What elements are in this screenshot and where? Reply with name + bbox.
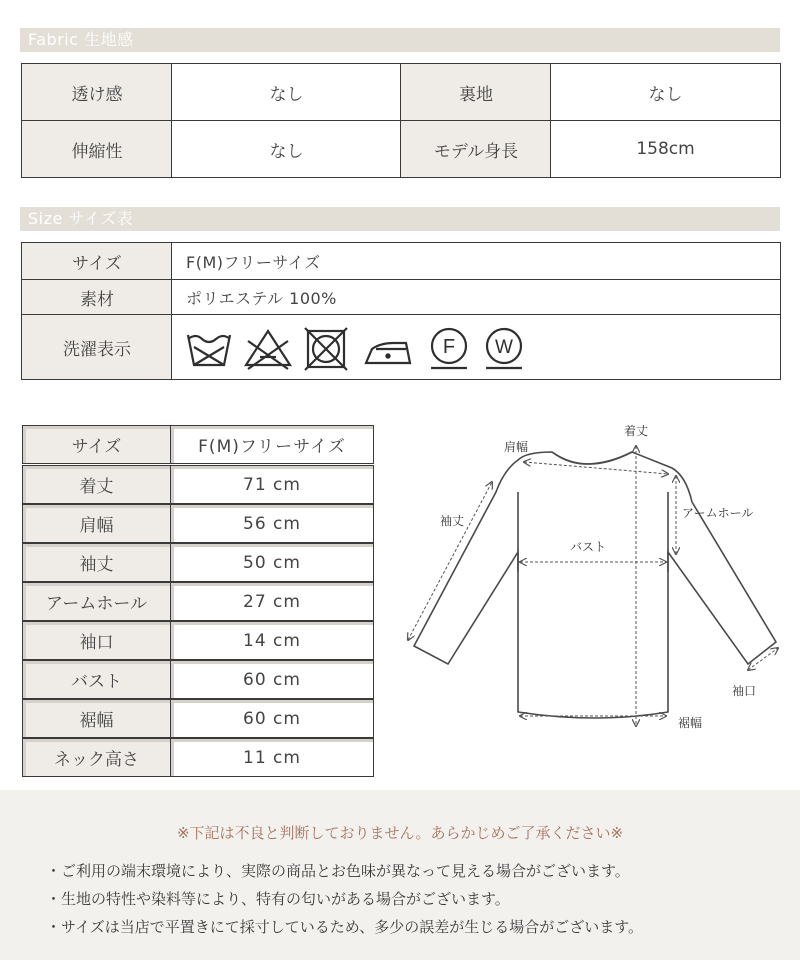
size-value: 50 cm xyxy=(170,543,374,582)
fabric-value-sheerness: なし xyxy=(269,84,304,105)
fabric-label-stretch: 伸縮性 xyxy=(22,121,172,177)
table-row xyxy=(22,621,374,660)
table-row xyxy=(22,660,374,699)
info-value-material: ポリエステル 100% xyxy=(186,288,337,308)
fabric-table xyxy=(21,63,781,178)
info-value-size: F(M)フリーサイズ xyxy=(186,252,321,272)
fabric-section-header: Fabric 生地感 xyxy=(20,28,780,52)
table-row xyxy=(22,582,374,621)
dry-clean-letter: F xyxy=(442,336,456,358)
divider xyxy=(171,243,172,379)
table-row xyxy=(22,504,374,543)
diagram-label-shoulder: 肩幅 xyxy=(504,440,529,454)
fabric-value-stretch: なし xyxy=(269,141,304,162)
divider xyxy=(22,120,780,121)
diagram-label-hem: 裾幅 xyxy=(678,716,703,730)
size-label: ネック高さ xyxy=(22,738,170,777)
divider xyxy=(550,64,551,177)
diagram-label-bust: バスト xyxy=(570,540,607,554)
diagram-label-armhole: アームホール xyxy=(682,506,754,520)
size-value: 56 cm xyxy=(170,504,374,543)
table-row xyxy=(22,699,374,738)
size-table-header-value: F(M)フリーサイズ xyxy=(170,425,374,464)
fabric-label-model-height: モデル身長 xyxy=(401,121,551,177)
size-info-table xyxy=(21,242,781,380)
no-tumble-dry-icon xyxy=(305,328,347,370)
diagram-label-length: 着丈 xyxy=(624,424,649,438)
info-label-size: サイズ xyxy=(22,243,172,279)
no-bleach-icon xyxy=(246,331,290,369)
size-label: 着丈 xyxy=(22,465,170,504)
wet-clean-w-icon xyxy=(486,329,522,368)
sweater-outline xyxy=(414,452,776,718)
size-value: 11 cm xyxy=(170,738,374,777)
fabric-value-model-height: 158cm xyxy=(636,139,695,159)
diagram-label-sleeve: 袖丈 xyxy=(440,514,465,528)
note-line: ・生地の特性や染料等により、特有の匂いがある場合がございます。 xyxy=(46,890,510,908)
size-label: バスト xyxy=(22,660,170,699)
info-label-care: 洗濯表示 xyxy=(22,315,172,379)
divider xyxy=(400,64,401,177)
note-line: ・ご利用の端末環境により、実際の商品とお色味が異なって見える場合がございます。 xyxy=(46,862,630,880)
hand-wash-icon xyxy=(188,335,230,365)
diagram-label-cuff: 袖口 xyxy=(732,684,757,698)
note-line: ・サイズは当店で平置きにて採寸しているため、多少の誤差が生じる場合がございます。 xyxy=(46,918,644,936)
low-iron-icon xyxy=(366,343,410,363)
size-label: 袖口 xyxy=(22,621,170,660)
notes-panel xyxy=(0,790,800,960)
size-value: 27 cm xyxy=(170,582,374,621)
wet-clean-letter: W xyxy=(495,337,513,358)
size-value: 60 cm xyxy=(170,660,374,699)
info-label-material: 素材 xyxy=(22,280,172,314)
table-row xyxy=(22,465,374,504)
size-table-header xyxy=(22,425,374,464)
size-label: 袖丈 xyxy=(22,543,170,582)
size-value: 14 cm xyxy=(170,621,374,660)
fabric-label-sheerness: 透け感 xyxy=(22,64,172,120)
measurement-lines xyxy=(408,446,778,726)
notes-title: ※下記は不良と判断しておりません。あらかじめご了承ください※ xyxy=(176,824,624,842)
table-row xyxy=(22,738,374,777)
dry-clean-f-icon xyxy=(431,329,467,368)
divider xyxy=(22,279,780,280)
sleeve-arrow xyxy=(408,482,492,640)
care-icons-svg xyxy=(182,325,582,371)
care-icons xyxy=(182,325,602,371)
size-table-header-label: サイズ xyxy=(22,425,170,464)
size-value: 71 cm xyxy=(170,465,374,504)
size-section-header: Size サイズ表 xyxy=(20,207,780,231)
size-label: 裾幅 xyxy=(22,699,170,738)
size-label: 肩幅 xyxy=(22,504,170,543)
table-row xyxy=(22,543,374,582)
fabric-label-lining: 裏地 xyxy=(401,64,551,120)
divider xyxy=(171,64,172,177)
size-value: 60 cm xyxy=(170,699,374,738)
fabric-value-lining: なし xyxy=(648,84,683,105)
garment-diagram xyxy=(396,412,796,742)
size-label: アームホール xyxy=(22,582,170,621)
divider xyxy=(22,314,780,315)
